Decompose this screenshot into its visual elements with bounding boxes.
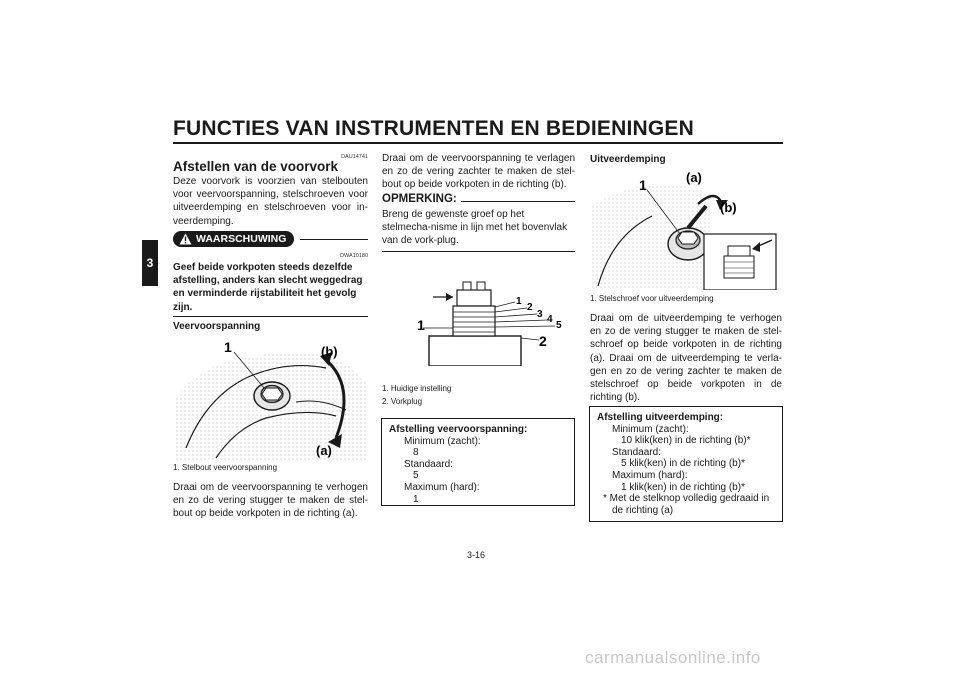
warning-badge — [173, 231, 294, 247]
fork-plug — [429, 336, 521, 366]
preload-settings-box — [381, 418, 575, 506]
note-bottom-rule — [382, 251, 575, 252]
section-code: DAU14741 — [341, 154, 368, 160]
title-rule — [173, 142, 783, 144]
min-label: Minimum (zacht): — [404, 435, 481, 447]
intro-paragraph: Deze voorvork is voorzien van stelbouten voor veervoorspanning, stelschroeven voor uitveerdemping en stelschroeven voor in-veerdemping. — [173, 176, 368, 227]
figure-preload-bolt — [176, 338, 368, 460]
footnote-line2: de richting (a) — [612, 504, 674, 516]
paragraph-rebound: Draai om de uitveerdemping te verhogen en zo de vering stugger te maken de stel-schroef op beide vorkpoten in de richting (a). Draai om de uitveerdemping te verla-gen en zo de vering zachter te maken de stelschroef op beide vorkpoten in de richting (b). — [590, 313, 782, 404]
note-header-rule — [461, 201, 575, 202]
paragraph-decrease-preload: Draai om de veervoorspanning te verlagen en zo de vering zachter te maken de stel-bout op beide vorkpoten in de richting (b). — [382, 153, 575, 191]
warning-label: WAARSCHUWING — [196, 233, 287, 245]
min-value: 10 klik(ken) in de richting (b)* — [621, 435, 751, 447]
min-label: Minimum (zacht): — [612, 423, 689, 435]
page-number: 3-16 — [467, 550, 486, 560]
groove-label-3: 3 — [537, 309, 543, 320]
std-label: Standaard: — [404, 458, 453, 470]
label-a: (a) — [316, 443, 332, 458]
warning-code: DWA10180 — [340, 253, 368, 259]
figure-adjuster-grooves — [415, 278, 575, 366]
section-heading: Afstellen van de voorvork — [173, 159, 339, 174]
warning-block — [173, 231, 368, 317]
page-title: FUNCTIES VAN INSTRUMENTEN EN BEDIENINGEN — [173, 117, 694, 140]
figure-caption: 1. Stelbout veervoorspanning — [173, 463, 278, 472]
max-label: Maximum (hard): — [404, 481, 480, 493]
grooved-body — [453, 306, 495, 336]
label-b: (b) — [321, 344, 338, 359]
label-1: 1 — [224, 339, 232, 355]
bolt-head — [457, 290, 491, 306]
label-fork-plug: 2 — [539, 333, 547, 349]
footnote-line1: * Met de stelknop volledig gedraaid in — [603, 493, 770, 505]
min-value: 8 — [413, 447, 419, 459]
preload-bolt-hex — [262, 388, 282, 400]
caption-fork-plug: 2. Vorkplug — [382, 397, 423, 406]
warning-triangle-icon — [179, 233, 192, 245]
note-text: Breng de gewenste groef op het stelmecha-nisme in lijn met het bovenvlak van de vork-plug. — [382, 209, 568, 247]
label-1: 1 — [639, 177, 647, 193]
paragraph-increase-preload: Draai om de veervoorspanning te verhogen en zo de vering stugger te maken de stel-bout op beide vorkpoten in de richting (a). — [173, 482, 368, 520]
figure-rebound-screw — [592, 166, 782, 290]
warning-bottom-rule — [173, 316, 368, 317]
groove-label-4: 4 — [547, 314, 553, 325]
std-value: 5 klik(ken) in de richting (b)* — [621, 458, 745, 470]
note-label: OPMERKING: — [382, 193, 457, 205]
figure-caption: 1. Stelschroef voor uitveerdemping — [590, 294, 714, 303]
label-b: (b) — [720, 200, 737, 215]
watermark: carmanualsonline.info — [585, 648, 761, 667]
note-block — [382, 193, 575, 252]
subheading-veervoorspanning: Veervoorspanning — [173, 321, 261, 332]
std-label: Standaard: — [612, 446, 661, 458]
subheading-uitveerdemping: Uitveerdemping — [590, 154, 666, 165]
box-title: Afstelling uitveerdemping: — [597, 412, 724, 423]
max-value: 1 — [413, 493, 419, 505]
rebound-settings-box — [589, 406, 783, 522]
std-value: 5 — [413, 470, 419, 482]
groove-label-5: 5 — [556, 320, 562, 331]
warning-header — [173, 231, 368, 247]
label-current-setting: 1 — [417, 317, 425, 333]
note-header — [382, 193, 575, 205]
groove-label-1: 1 — [516, 296, 522, 307]
max-value: 1 klik(ken) in de richting (b)* — [621, 481, 745, 493]
warning-header-rule — [300, 239, 368, 240]
chapter-tab: 3 — [142, 240, 158, 286]
rebound-screw — [678, 232, 698, 244]
max-label: Maximum (hard): — [612, 469, 688, 481]
warning-text: Geef beide vorkpoten steeds dezelfde afstelling, anders kan slecht weggedrag en verminderde rijstabiliteit het gevolg zijn. — [173, 262, 363, 313]
caption-current-setting: 1. Huidige instelling — [382, 384, 452, 393]
box-title: Afstelling veervoorspanning: — [389, 424, 528, 435]
groove-label-2: 2 — [527, 302, 533, 313]
label-a: (a) — [686, 170, 702, 185]
